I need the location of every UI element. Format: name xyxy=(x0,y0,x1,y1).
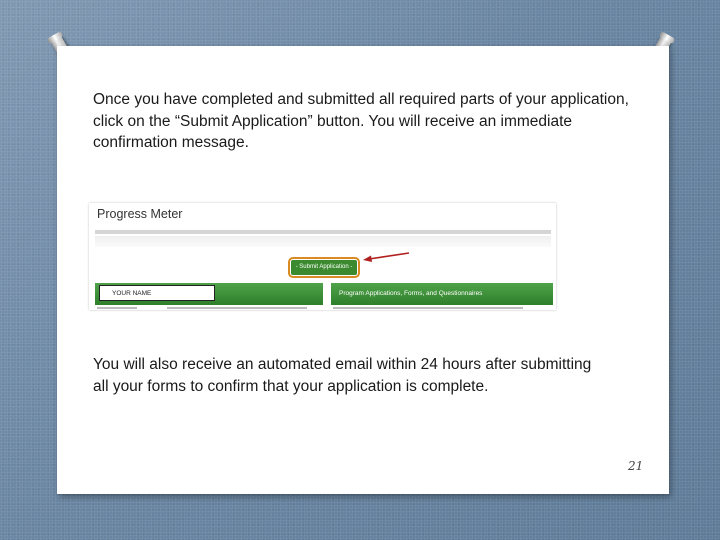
faint-text-row xyxy=(167,307,307,309)
submit-application-button[interactable]: - Submit Application - xyxy=(291,260,357,275)
faint-text-row xyxy=(97,307,137,309)
progress-bar-shade xyxy=(95,236,551,247)
email-confirmation-paragraph: You will also receive an automated email within 24 hours after submitting all your forms to confirm that your application is complete. xyxy=(93,356,592,395)
your-name-field: YOUR NAME xyxy=(99,285,215,301)
program-applications-title: Program Applications, Forms, and Questionnaires xyxy=(339,290,483,297)
red-arrow-icon xyxy=(361,250,411,264)
progress-bar-track xyxy=(95,230,551,234)
page-number: 21 xyxy=(628,459,644,473)
progress-meter-title: Progress Meter xyxy=(97,207,183,221)
faint-text-row xyxy=(333,307,523,309)
instruction-paragraph: Once you have completed and submitted all required parts of your application, click on the “Submit Application” button. You will receive an immediate confirmation message. xyxy=(93,91,629,151)
progress-meter-screenshot xyxy=(89,203,556,310)
